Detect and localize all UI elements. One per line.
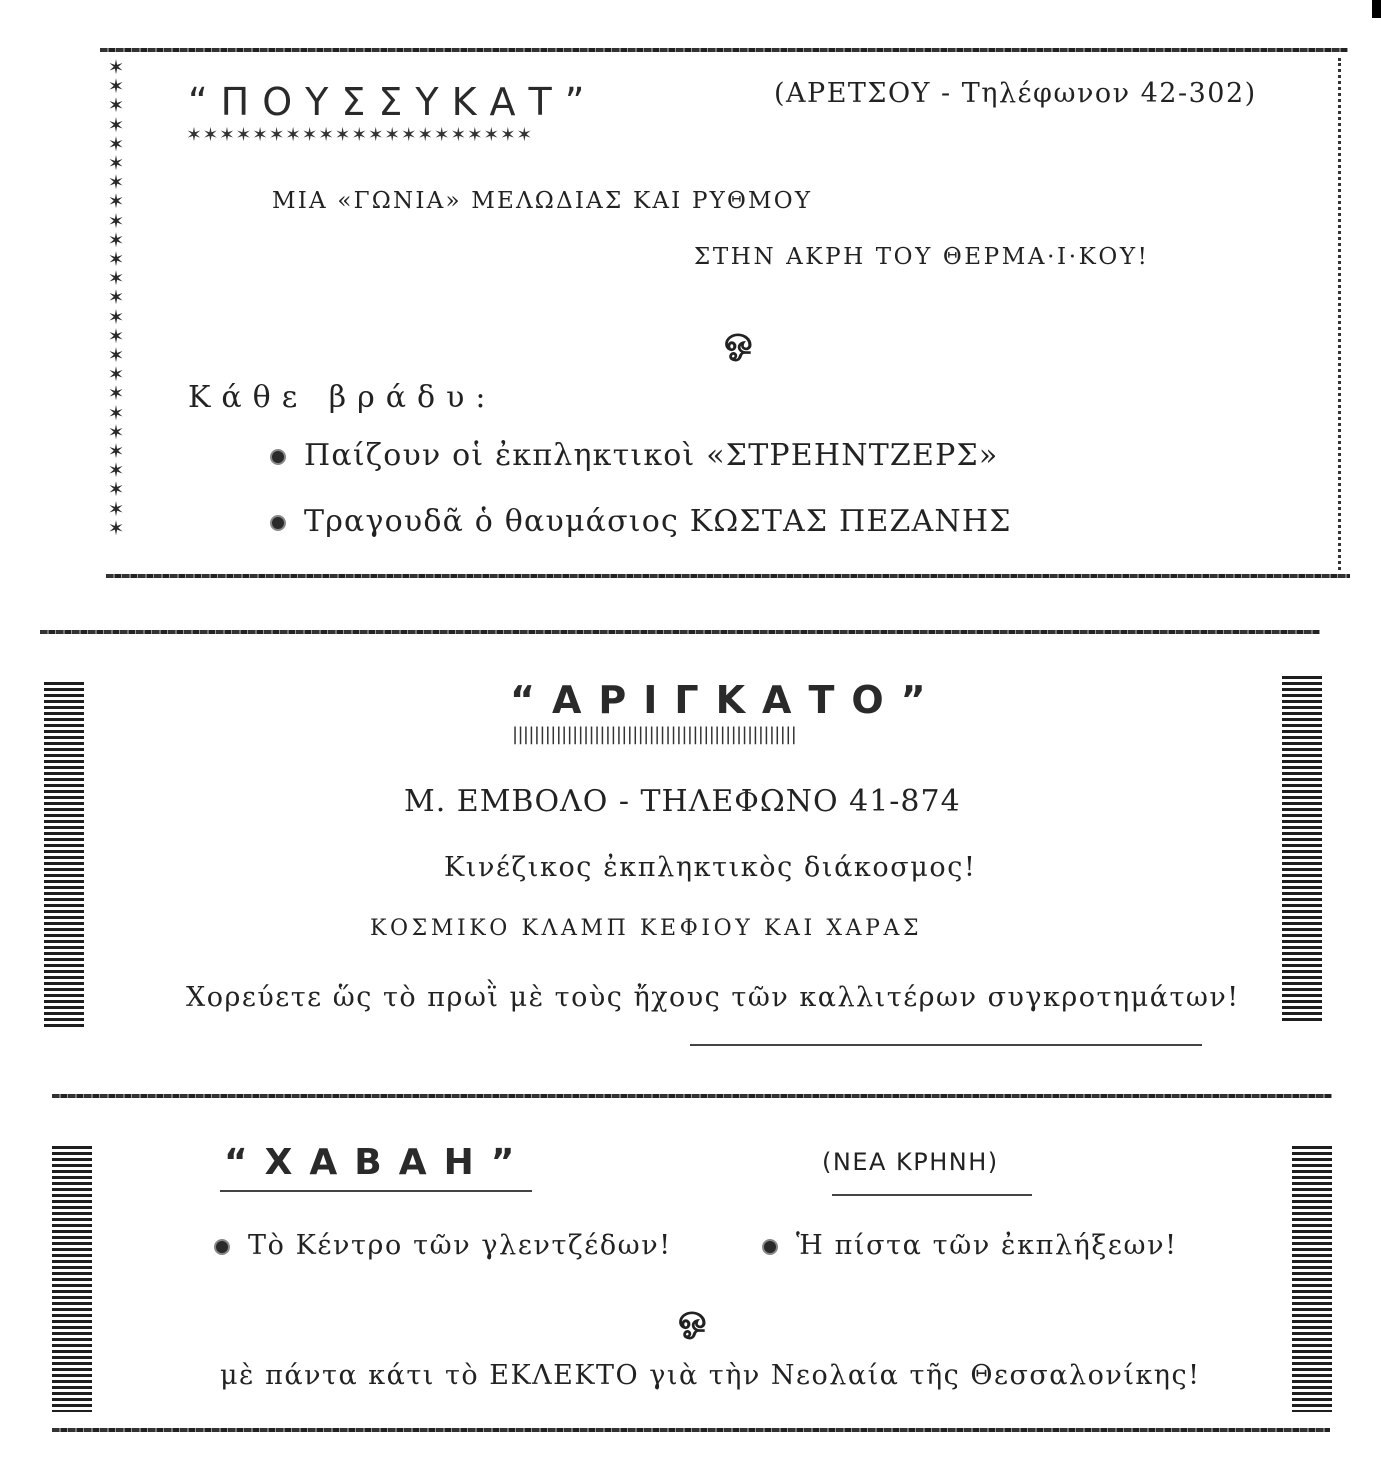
bullet-text: Παίζουν οἱ ἐκπληκτικοὶ «ΣΤΡΕΗΝΤΖΕΡΣ» xyxy=(304,438,999,473)
address: (ΑΡΕΤΣΟΥ - Τηλέφωνον 42-302) xyxy=(774,78,1257,109)
closing-line: μὲ πάντα κάτι τὸ ΕΚΛΕΚΤΟ γιὰ τὴν Νεολαία τῆς Θεσσαλονίκης! xyxy=(220,1360,1201,1391)
tagline-line2: ΣΤΗΝ ΑΚΡΗ ΤΟΥ ΘΕΡΜΑ·Ι·ΚΟΥ! xyxy=(694,244,1150,270)
striped-border-right xyxy=(1292,1146,1332,1412)
bullet-text: Τραγουδᾶ ὁ θαυμάσιος ΚΩΣΤΑΣ ΠΕΖΑΝΗΣ xyxy=(304,504,1012,539)
title: “ΑΡΙΓΚΑΤΟ” xyxy=(510,678,943,722)
description-line3: Χορεύετε ὥς τὸ πρωῒ μὲ τοὺς ἤχους τῶν καλλιτέρων συγκροτημάτων! xyxy=(186,982,1240,1013)
wavy-border-right xyxy=(1338,58,1344,570)
striped-border-left xyxy=(44,682,84,1028)
every-night-label: Κάθε βράδυ: xyxy=(188,380,497,415)
title-underline xyxy=(220,1190,532,1192)
top-border-rule xyxy=(40,630,1320,634)
title-underline-stars: ✶✶✶✶✶✶✶✶✶✶✶✶✶✶✶✶✶✶✶✶✶ xyxy=(186,124,533,146)
star-border-left: ✶ ✶ ✶ ✶ ✶ ✶ ✶ ✶ ✶ ✶ ✶ ✶ ✶ ✶ ✶ ✶ ✶ ✶ ✶ ✶ ✶ ✶ ✶ ✶ ✶ xyxy=(107,55,125,540)
bullet-item-2 xyxy=(762,1230,1178,1261)
location: (ΝΕΑ ΚΡΗΝΗ) xyxy=(822,1148,999,1176)
bottom-accent-line xyxy=(690,1044,1202,1046)
bullet-icon xyxy=(762,1239,778,1255)
address: Μ. ΕΜΒΟΛΟ - ΤΗΛΕΦΩΝΟ 41-874 xyxy=(404,784,961,819)
title: “ΠΟΥΣΣΥΚΑΤ” xyxy=(188,80,598,124)
bullet-item-1 xyxy=(214,1230,672,1261)
bullet-item-2 xyxy=(270,504,1012,539)
bullet-item-1 xyxy=(270,438,998,473)
bottom-border-rule xyxy=(106,574,1350,578)
bullet-text: Ἡ πίστα τῶν ἐκπλήξεων! xyxy=(796,1230,1178,1261)
bottom-border-rule xyxy=(52,1428,1330,1432)
title-underline-bars: |||||||||||||||||||||||||||||||||||||||||||||||||||| xyxy=(512,724,797,745)
ornament-icon: ஓ xyxy=(724,320,753,360)
description-line1: Κινέζικος ἐκπληκτικὸς διάκοσμος! xyxy=(444,852,977,883)
title: “ΧΑΒΑΗ” xyxy=(224,1142,532,1183)
bullet-icon xyxy=(270,515,286,531)
tagline-line1: ΜΙΑ «ΓΩΝΙΑ» ΜΕΛΩΔΙΑΣ ΚΑΙ ΡΥΘΜΟΥ xyxy=(272,188,813,214)
bullet-icon xyxy=(214,1239,230,1255)
striped-border-right xyxy=(1282,676,1322,1022)
bullet-icon xyxy=(270,449,286,465)
description-line2: ΚΟΣΜΙΚΟ ΚΛΑΜΠ ΚΕΦΙΟΥ ΚΑΙ ΧΑΡΑΣ xyxy=(370,916,923,941)
top-border-rule xyxy=(100,48,1348,52)
ornament-icon: ஓ xyxy=(678,1298,707,1338)
striped-border-left xyxy=(52,1146,92,1412)
scan-edge-mark xyxy=(1372,0,1381,18)
location-underline xyxy=(832,1194,1032,1196)
top-border-rule xyxy=(52,1094,1332,1098)
bullet-text: Τὸ Κέντρο τῶν γλεντζέδων! xyxy=(248,1230,672,1261)
